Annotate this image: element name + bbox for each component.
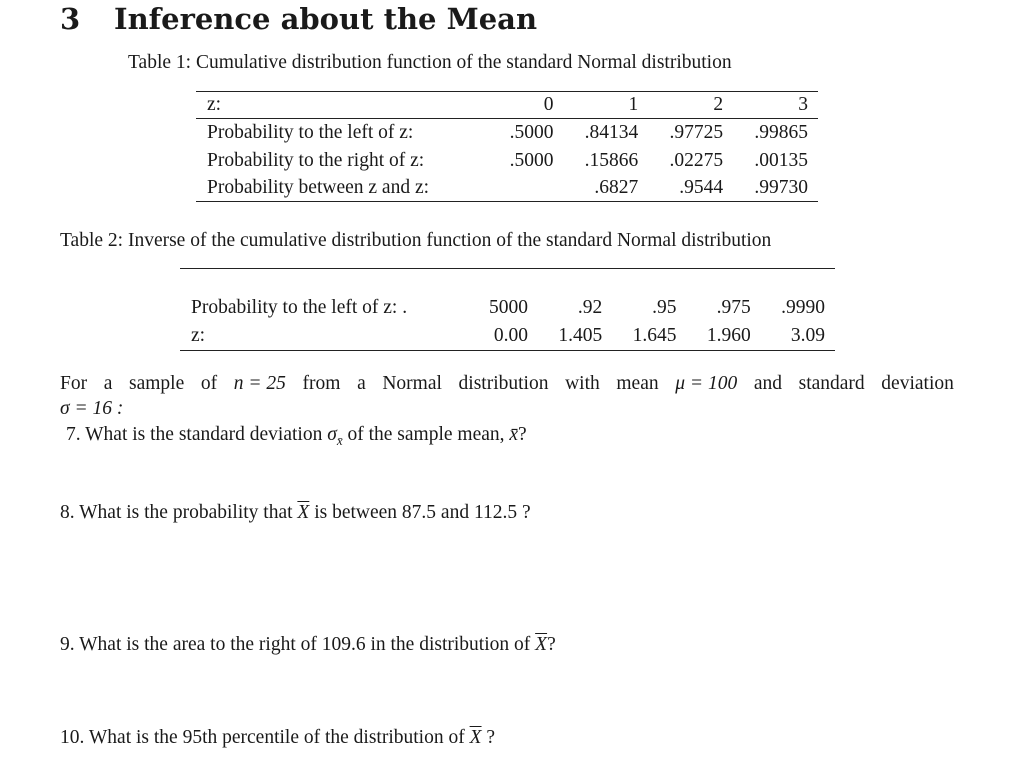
intro-word: with xyxy=(565,373,600,394)
table-cell: 1.960 xyxy=(706,324,751,346)
table-cell: .975 xyxy=(716,297,751,318)
table-row xyxy=(180,322,835,350)
table-cell: 2 xyxy=(713,94,724,115)
intro-word: a xyxy=(103,373,113,394)
table-cell: .9990 xyxy=(781,297,825,318)
table-cell: .9544 xyxy=(679,177,724,198)
q7-prefix: 7. What is the standard deviation xyxy=(66,424,328,445)
table-cell: 5000 xyxy=(489,297,529,318)
row-label: Probability to the right of z: xyxy=(207,149,425,171)
table-cell: .99865 xyxy=(754,122,808,143)
section-title: Inference about the Mean xyxy=(114,2,538,36)
question-7 xyxy=(66,424,527,449)
q10-prefix: 10. What is the 95th percentile of the distribution of xyxy=(60,727,470,748)
q9-var: $\overline{X}$ xyxy=(535,634,548,655)
intro-sigma: σ = 16 : xyxy=(60,398,124,419)
table2-bottom-rule xyxy=(180,350,835,351)
q9-suffix: ? xyxy=(547,634,556,655)
table-cell xyxy=(490,174,564,202)
table-row xyxy=(196,91,818,119)
row-label: Probability to the left of z: . xyxy=(191,297,408,318)
table2 xyxy=(180,294,835,349)
table-row xyxy=(196,174,818,202)
intro-word: a xyxy=(357,373,366,394)
q10-var: $\overline{X}$ xyxy=(469,727,482,748)
table1-caption: Table 1: Cumulative distribution function of the standard Normal distribution xyxy=(128,52,732,73)
table-cell: .92 xyxy=(577,297,603,318)
intro-word: of xyxy=(200,373,218,394)
table-cell: 1 xyxy=(628,94,639,115)
question-10 xyxy=(60,727,495,749)
q7-sigma: σ xyxy=(327,424,337,445)
question-9 xyxy=(60,634,556,656)
intro-word: μ = 100 xyxy=(675,373,738,394)
row-label: Probability between z and z: xyxy=(207,177,430,198)
table-cell: .97725 xyxy=(669,122,724,143)
intro-line-2 xyxy=(60,398,123,420)
table-cell: .6827 xyxy=(594,177,639,198)
table-cell: .99730 xyxy=(754,177,808,198)
row-label: Probability to the left of z: xyxy=(207,122,414,143)
intro-word: standard xyxy=(798,373,865,394)
row-label: z: xyxy=(207,94,222,115)
table-cell: .5000 xyxy=(509,122,554,143)
table-row xyxy=(196,147,818,175)
table-cell: 0.00 xyxy=(493,324,529,346)
question-8 xyxy=(60,502,531,524)
q7-sub: x̄ xyxy=(336,432,343,448)
intro-word: deviation xyxy=(881,373,954,394)
section-heading xyxy=(60,2,537,36)
intro-word: Normal xyxy=(382,373,442,394)
table-cell: .02275 xyxy=(669,149,724,171)
table2-top-rule xyxy=(180,268,835,269)
q7-end: ? xyxy=(518,424,527,445)
table-cell: .5000 xyxy=(509,149,554,171)
table-cell: 3 xyxy=(798,94,808,115)
table-cell: 1.405 xyxy=(558,324,603,346)
table1-bottom-rule xyxy=(196,201,818,202)
table-cell: .15866 xyxy=(584,149,639,171)
q10-suffix: ? xyxy=(481,727,496,748)
table-cell: .00135 xyxy=(754,149,808,171)
q8-prefix: 8. What is the probability that xyxy=(60,502,298,523)
table1 xyxy=(196,91,818,202)
intro-word: and xyxy=(753,373,782,394)
row-label: z: xyxy=(191,324,206,346)
intro-word: sample xyxy=(129,373,185,394)
table-cell: .84134 xyxy=(584,122,639,143)
intro-word: from xyxy=(302,373,341,394)
intro-word: mean xyxy=(616,373,659,394)
table-row xyxy=(196,119,818,147)
intro-word: distribution xyxy=(458,373,549,394)
q8-var: $\overline{X}$ xyxy=(297,502,310,523)
section-number: 3 xyxy=(60,2,81,36)
table2-caption: Table 2: Inverse of the cumulative distribution function of the standard Normal distribution xyxy=(60,230,772,251)
q9-prefix: 9. What is the area to the right of 109.6 in the distribution of xyxy=(60,634,536,655)
table-cell: .95 xyxy=(652,297,677,318)
table-cell: 0 xyxy=(543,94,554,115)
table-cell: 1.645 xyxy=(632,324,677,346)
intro-word: n = 25 xyxy=(233,373,286,394)
table-row xyxy=(180,294,835,322)
q8-suffix: is between 87.5 and 112.5 ? xyxy=(309,502,531,523)
intro-word: For xyxy=(60,373,88,394)
intro-line-1 xyxy=(60,373,954,395)
q7-suffix: of the sample mean, xyxy=(342,424,510,445)
table-cell: 3.09 xyxy=(790,324,825,346)
q7-var: x̄ xyxy=(509,424,519,445)
